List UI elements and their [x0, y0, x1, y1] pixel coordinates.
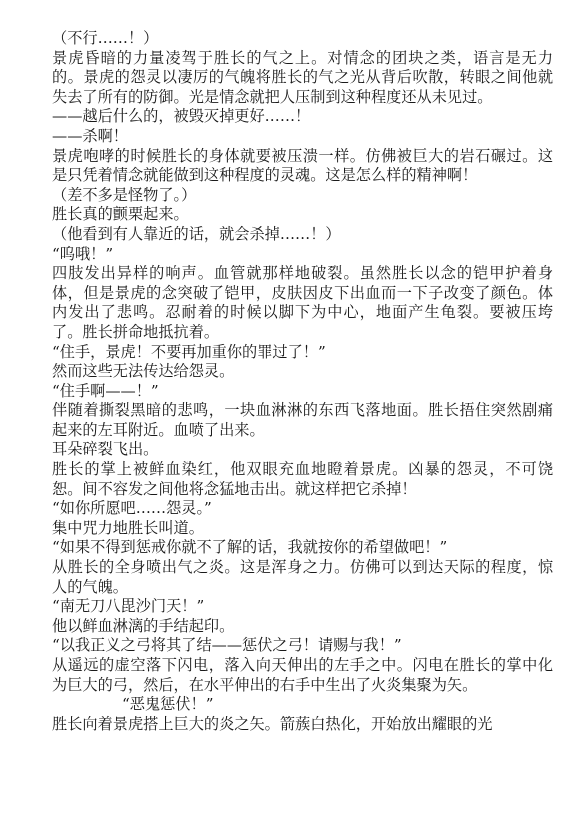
paragraph: 景虎昏暗的力量凌驾于胜长的气之上。对情念的团块之类，语言是无力的。景虎的怨灵以凄厉的气魄将胜长的气之光从背后吹散，转眼之间他就失去了所有的防御。光是情念就把人压制到这种程度还从未见过。	[52, 48, 553, 106]
paragraph: 耳朵碎裂飞出。	[52, 440, 159, 459]
paragraph: 胜长的掌上被鲜血染红，他双眼充血地瞪着景虎。凶暴的怨灵，不可饶恕。间不容发之间他将念猛地击出。就这样把它杀掉！	[52, 460, 553, 498]
paragraph: （差不多是怪物了。）	[52, 185, 197, 204]
paragraph: 景虎咆哮的时候胜长的身体就要被压溃一样。仿佛被巨大的岩石碾过。这是只凭着情念就能做到这种程度的灵魂。这是怎么样的精神啊！	[52, 146, 553, 185]
paragraph: 胜长真的颤栗起来。	[52, 205, 189, 224]
paragraph: “如果不得到惩戒你就不了解的话，我就按你的希望做吧！”	[52, 538, 448, 557]
paragraph: 从胜长的全身喷出气之炎。这是浑身之力。仿佛可以到达天际的程度，惊人的气魄。	[52, 558, 553, 596]
paragraph: ——越后什么的，被毁灭掉更好……！	[52, 107, 311, 126]
paragraph: 从遥远的虚空落下闪电，落入向天伸出的左手之中。闪电在胜长的掌中化为巨大的弓，然后，在水平伸出的右手中生出了火炎集聚为矢。	[52, 656, 553, 694]
paragraph: “南无刀八毘沙门天！”	[52, 597, 205, 616]
paragraph: “呜哦！”	[52, 244, 114, 263]
paragraph: “以我正义之弓将其了结——惩伏之弓！请赐与我！”	[52, 636, 402, 655]
paragraph: “住手啊——！”	[52, 381, 159, 400]
paragraph: 胜长向着景虎搭上巨大的炎之矢。箭蔟白热化，开始放出耀眼的光	[52, 714, 493, 733]
paragraph: 他以鲜血淋漓的手结起印。	[52, 616, 235, 635]
paragraph: 然而这些无法传达给怨灵。	[52, 362, 235, 381]
paragraph: ——杀啊！	[52, 126, 128, 145]
paragraph: 伴随着撕裂黑暗的悲鸣，一块血淋淋的东西飞落地面。胜长捂住突然剧痛起来的左耳附近。血喷了出来。	[52, 401, 553, 439]
paragraph: （他看到有人靠近的话，就会杀掉……！）	[52, 224, 341, 243]
paragraph: “住手，景虎！不要再加重你的罪过了！”	[52, 342, 326, 361]
paragraph: 四肢发出异样的响声。血管就那样地破裂。虽然胜长以念的铠甲护着身体，但是景虎的念突破了铠甲，皮肤因皮下出血而一下子改变了颜色。体内发出了悲鸣。忍耐着的时候以脚下为中心，地面产生龟裂。要被压垮了。胜长拼命地抵抗着。	[52, 264, 553, 341]
paragraph: “如你所愿吧……怨灵。”	[52, 499, 212, 518]
paragraph: 集中咒力地胜长叫道。	[52, 518, 204, 537]
paragraph: “恶鬼惩伏！”	[122, 695, 214, 714]
paragraph: （不行……！）	[52, 29, 159, 47]
